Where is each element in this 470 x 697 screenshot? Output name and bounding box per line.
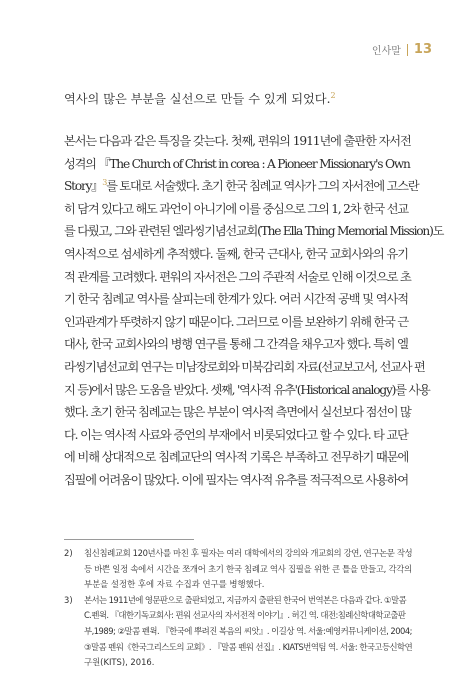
paragraph-line: 역사적으로 섬세하게 추적했다. 둘째, 한국 근대사, 한국 교회사와의 유기 — [64, 246, 409, 261]
paragraph-line — [64, 175, 419, 198]
paragraph-line: 다. 이는 역사적 사료와 증언의 부재에서 비롯되었다고 할 수 있다. 타 교단 — [64, 427, 408, 442]
footnote-2 — [64, 546, 412, 593]
footnote-3 — [64, 593, 412, 671]
paragraph-line: 집필에 어려움이 많았다. 이에 필자는 역사적 유추를 적극적으로 사용하여 — [64, 472, 409, 487]
footnote-line: 본서는 1911년에 영문판으로 출판되었고, 지금까지 출판된 한국어 번역본은 다음과 같다. ①말콤 — [84, 594, 407, 605]
section-title: 인사말 — [371, 46, 401, 57]
paragraph-line: 인과관계가 뚜렷하지 않기 때문이다. 그러므로 이를 보완하기 위해 한국 근 — [64, 314, 408, 329]
paragraph-line: 본서는 다음과 같은 특징을 갖는다. 첫째, 편워의 1911년에 출판한 자서전 — [64, 134, 411, 148]
paragraph-line-rest: 를 토대로 서술했다. 초기 한국 침례교 역사가 그의 자서전에 고스란 — [106, 179, 419, 194]
footnote-line: 부분을 설정한 후에 자료 수집과 연구를 병행했다. — [84, 579, 265, 590]
paragraph-line: 적 관계를 고려했다. 편워의 자서전은 그의 주관적 서술로 인해 이것으로 초 — [64, 269, 411, 284]
footnote-line: C.펜윅. 『대한기독교회사: 편워 선교사의 자서전적 이야기』. 허긴 역. 대전:침례신학대학교출판 — [84, 610, 406, 621]
footnote-line: ③말콤 펜워《한국그리스도의 교회》. 『말콤 펜워 선집』. KIATS번역팀 역. 서울: 한국고등신학연 — [84, 641, 413, 652]
footnote-mark-3: 3 — [102, 178, 107, 188]
paragraph-line: 했다. 초기 한국 침례교는 많은 부분이 역사적 측면에서 실선보다 점선이 많 — [64, 405, 411, 420]
footnote-divider — [64, 539, 194, 540]
top-paragraph — [64, 88, 408, 111]
footnote-number: 3) — [64, 594, 73, 605]
footnote-line: 구원(KITS), 2016. — [84, 657, 155, 668]
paragraph-line: 라씽기념선교회 연구는 미남장로회와 미북감리회 자료(선교보고서, 선교사 편 — [64, 359, 425, 374]
running-header — [372, 42, 432, 57]
footnote-line: 등 바쁜 일정 속에서 시간을 쪼개어 초기 한국 침례교 역사 집필을 위한 큰 틀을 만들고, 각각의 — [84, 563, 412, 574]
paragraph-line: 기 한국 침례교 역사를 살피는데 한계가 있다. 여러 시간적 공백 및 역사적 — [64, 292, 408, 307]
paragraph-line: 를 다뤘고, 그와 관련된 엘라씽기념선교회(The Ella Thing Memorial Mission)도 — [64, 224, 444, 239]
footnote-line: 침신침례교회 120년사를 마친 후 필자는 여러 대학에서의 강의와 개교회의 강연, 연구논문 작성 — [84, 548, 413, 558]
footnote-mark-2: 2 — [330, 90, 336, 100]
page-number: 13 — [413, 42, 432, 57]
footnotes — [64, 546, 412, 671]
header-divider — [407, 44, 408, 56]
paragraph-line-start: Story』 — [64, 179, 103, 194]
paragraph-line: 성격의 『The Church of Christ in corea : A Pioneer Missionary's Own — [64, 156, 410, 171]
main-paragraph — [64, 130, 444, 492]
paragraph-line: 히 담겨 있다고 해도 과언이 아니기에 이를 중심으로 그의 1, 2차 한국 선교 — [64, 201, 408, 216]
footnote-number: 2) — [64, 548, 73, 558]
paragraph-line: 에 비해 상대적으로 침례교단의 역사적 기록은 부족하고 전무하기 때문에 — [64, 450, 409, 465]
footnote-line: 부,1989; ②말콤 펜윅. 『한국에 뿌려진 복음의 씨앗』. 이길상 역. 서울:예영커뮤니케이션, 2004; — [84, 625, 412, 636]
paragraph-line: 지 등)에서 많은 도움을 받았다. 셋째, '역사적 유추'(Historical analogy)를 사용 — [64, 382, 430, 397]
paragraph-line: 대사, 한국 교회사와의 병행 연구를 통해 그 간격을 채우고자 했다. 특히 엘 — [64, 337, 408, 352]
top-paragraph-text: 역사의 많은 부분을 실선으로 만들 수 있게 되었다. — [64, 92, 331, 106]
